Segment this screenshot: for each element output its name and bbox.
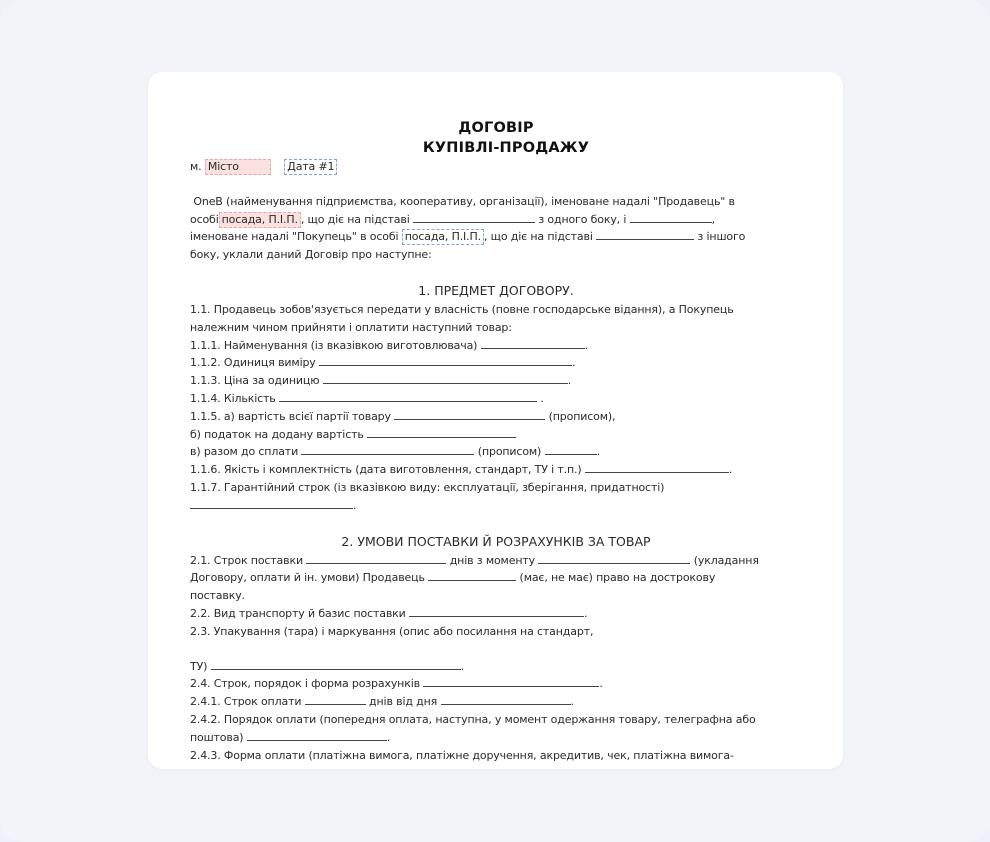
blank-line[interactable]	[481, 338, 585, 349]
party-text-2d: ,	[711, 212, 716, 226]
item-2-4-label: 2.4. Строк, порядок і форма розрахунків	[190, 677, 420, 691]
party-text-2c: з одного боку, і	[538, 212, 627, 226]
item-2-1-mid: днів з моменту	[449, 553, 535, 567]
party-text-2a: особі	[190, 212, 219, 226]
item-2-4: 2.4. Строк, порядок і форма розрахунків .	[190, 677, 603, 691]
item-2-4-1-mid: днів від дня	[369, 695, 438, 709]
blank-line[interactable]	[305, 694, 366, 705]
item-2-4-2-line-1: 2.4.2. Порядок оплати (попередня оплата, наступна, у момент одержання товару, телеграфна або	[190, 712, 756, 726]
city-date-line	[190, 158, 802, 176]
item-1-1-4: 1.1.4. Кількість .	[190, 391, 544, 405]
item-1-1-7-blank: .	[190, 497, 802, 515]
date-field[interactable]: Дата #1	[284, 159, 337, 175]
blank-line[interactable]	[428, 570, 516, 581]
item-1-1-6: 1.1.6. Якість і комплектність (дата виготовлення, стандарт, ТУ і т.п.) .	[190, 463, 733, 477]
party-text-1: OneB (найменування підприємства, кооперативу, організації), іменоване надалі "Продавець" в	[193, 194, 735, 208]
party-line-4: боку, уклали даний Договір про наступне:	[190, 248, 432, 262]
item-2-3: 2.3. Упакування (тара) і маркування (опис або посилання на стандарт,	[190, 624, 594, 638]
spacer	[190, 264, 802, 281]
spacer	[190, 515, 802, 532]
party-text-3a: іменоване надалі "Покупець" в особі	[190, 230, 399, 244]
party-text-3b: , що діє на підставі	[483, 230, 593, 244]
blank-line[interactable]	[630, 212, 712, 223]
item-2-3-ty-label: ТУ)	[190, 659, 208, 673]
document-body	[190, 118, 802, 764]
item-v: в) разом до сплати (прописом) .	[190, 445, 600, 459]
seller-position-field[interactable]: посада, П.І.П.	[219, 212, 301, 228]
s1-p1-line-2: належним чином прийняти і оплатити наступний товар:	[190, 320, 512, 334]
blank-line[interactable]	[596, 229, 694, 240]
document-subtitle: КУПІВЛІ-ПРОДАЖУ	[422, 140, 590, 156]
item-2-2: 2.2. Вид транспорту й базис поставки .	[190, 606, 588, 620]
section-1-heading: 1. ПРЕДМЕТ ДОГОВОРУ.	[418, 282, 574, 298]
item-b-label: б) податок на додану вартість	[190, 427, 364, 441]
item-2-4-2-l2: поштова)	[190, 730, 244, 744]
blank-line[interactable]	[247, 730, 387, 741]
item-1-1-4-label: 1.1.4. Кількість	[190, 391, 276, 405]
spacer	[190, 641, 802, 658]
s1-p1-line-1: 1.1. Продавець зобов'язується передати у власність (повне господарське відання), а Покупець	[190, 302, 734, 316]
blank-line[interactable]	[279, 391, 537, 402]
item-1-1-7: 1.1.7. Гарантійний строк (із вказівкою виду: експлуатації, зберігання, придатності)	[190, 480, 665, 494]
item-1-1-5	[190, 408, 802, 426]
city-field[interactable]: Місто	[205, 159, 271, 175]
item-2-2-label: 2.2. Вид транспорту й базис поставки	[190, 606, 406, 620]
item-1-1-1-label: 1.1.1. Найменування (із вказівкою виготовлювача)	[190, 338, 478, 352]
blank-line[interactable]	[423, 676, 599, 687]
city-prefix: м.	[190, 160, 202, 173]
item-1-1-6-label: 1.1.6. Якість і комплектність (дата виготовлення, стандарт, ТУ і т.п.)	[190, 463, 582, 477]
blank-line[interactable]	[409, 606, 584, 617]
blank-line[interactable]	[211, 659, 461, 670]
item-1-1-2: 1.1.2. Одиниця виміру .	[190, 356, 576, 370]
blank-line[interactable]	[367, 427, 516, 438]
buyer-position-field[interactable]: посада, П.І.П.	[402, 229, 484, 245]
item-2-1-line-3: поставку.	[190, 589, 245, 603]
item-1-1-3-label: 1.1.3. Ціна за одиницю	[190, 374, 320, 388]
item-2-1-end: (укладання	[693, 553, 759, 567]
item-2-1	[190, 552, 802, 570]
blank-line[interactable]	[306, 553, 446, 564]
item-2-1-line-2	[190, 569, 802, 587]
item-2-4-1: 2.4.1. Строк оплати днів від дня .	[190, 695, 574, 709]
item-v-label: в) разом до сплати	[190, 445, 299, 459]
party-line-2	[190, 211, 802, 229]
party-line-1	[190, 193, 802, 211]
item-2-3-ty: ТУ) .	[190, 659, 464, 673]
document-title: ДОГОВІР	[458, 120, 534, 136]
item-1-1-5-label: 1.1.5. а) вартість всієї партії товару	[190, 409, 391, 423]
blank-line[interactable]	[545, 444, 597, 455]
party-text-2b: , що діє на підставі	[300, 212, 410, 226]
blank-line[interactable]	[319, 355, 572, 366]
item-2-4-2-line-2: поштова) .	[190, 730, 391, 744]
item-1-1-3: 1.1.3. Ціна за одиницю .	[190, 374, 572, 388]
item-2-1-l2b: (має, не має) право на дострокову	[519, 571, 716, 585]
party-line-3	[190, 228, 802, 246]
blank-line[interactable]	[394, 409, 545, 420]
item-2-1-l2a: Договору, оплати й ін. умови) Продавець	[190, 571, 425, 585]
blank-line[interactable]	[441, 694, 571, 705]
item-1-1-5-suffix: (прописом),	[548, 409, 616, 423]
blank-line[interactable]	[190, 498, 353, 509]
item-2-1-label: 2.1. Строк поставки	[190, 553, 303, 567]
blank-line[interactable]	[301, 444, 474, 455]
blank-line[interactable]	[323, 373, 568, 384]
blank-line[interactable]	[538, 553, 690, 564]
document-card	[148, 72, 843, 769]
blank-line[interactable]	[413, 212, 535, 223]
section-2-heading: 2. УМОВИ ПОСТАВКИ Й РОЗРАХУНКІВ ЗА ТОВАР	[341, 533, 651, 549]
item-1-1-1: 1.1.1. Найменування (із вказівкою виготовлювача) .	[190, 338, 589, 352]
item-1-1-2-label: 1.1.2. Одиниця виміру	[190, 356, 316, 370]
item-v-suffix: (прописом)	[477, 445, 542, 459]
item-2-4-3: 2.4.3. Форма оплати (платіжна вимога, платіжне доручення, акредитив, чек, платіжна вимога-	[190, 748, 734, 762]
item-2-4-1-label: 2.4.1. Строк оплати	[190, 695, 302, 709]
item-b	[190, 426, 802, 444]
spacer	[190, 176, 802, 193]
blank-line[interactable]	[585, 462, 729, 473]
party-text-3c: з іншого	[697, 230, 746, 244]
